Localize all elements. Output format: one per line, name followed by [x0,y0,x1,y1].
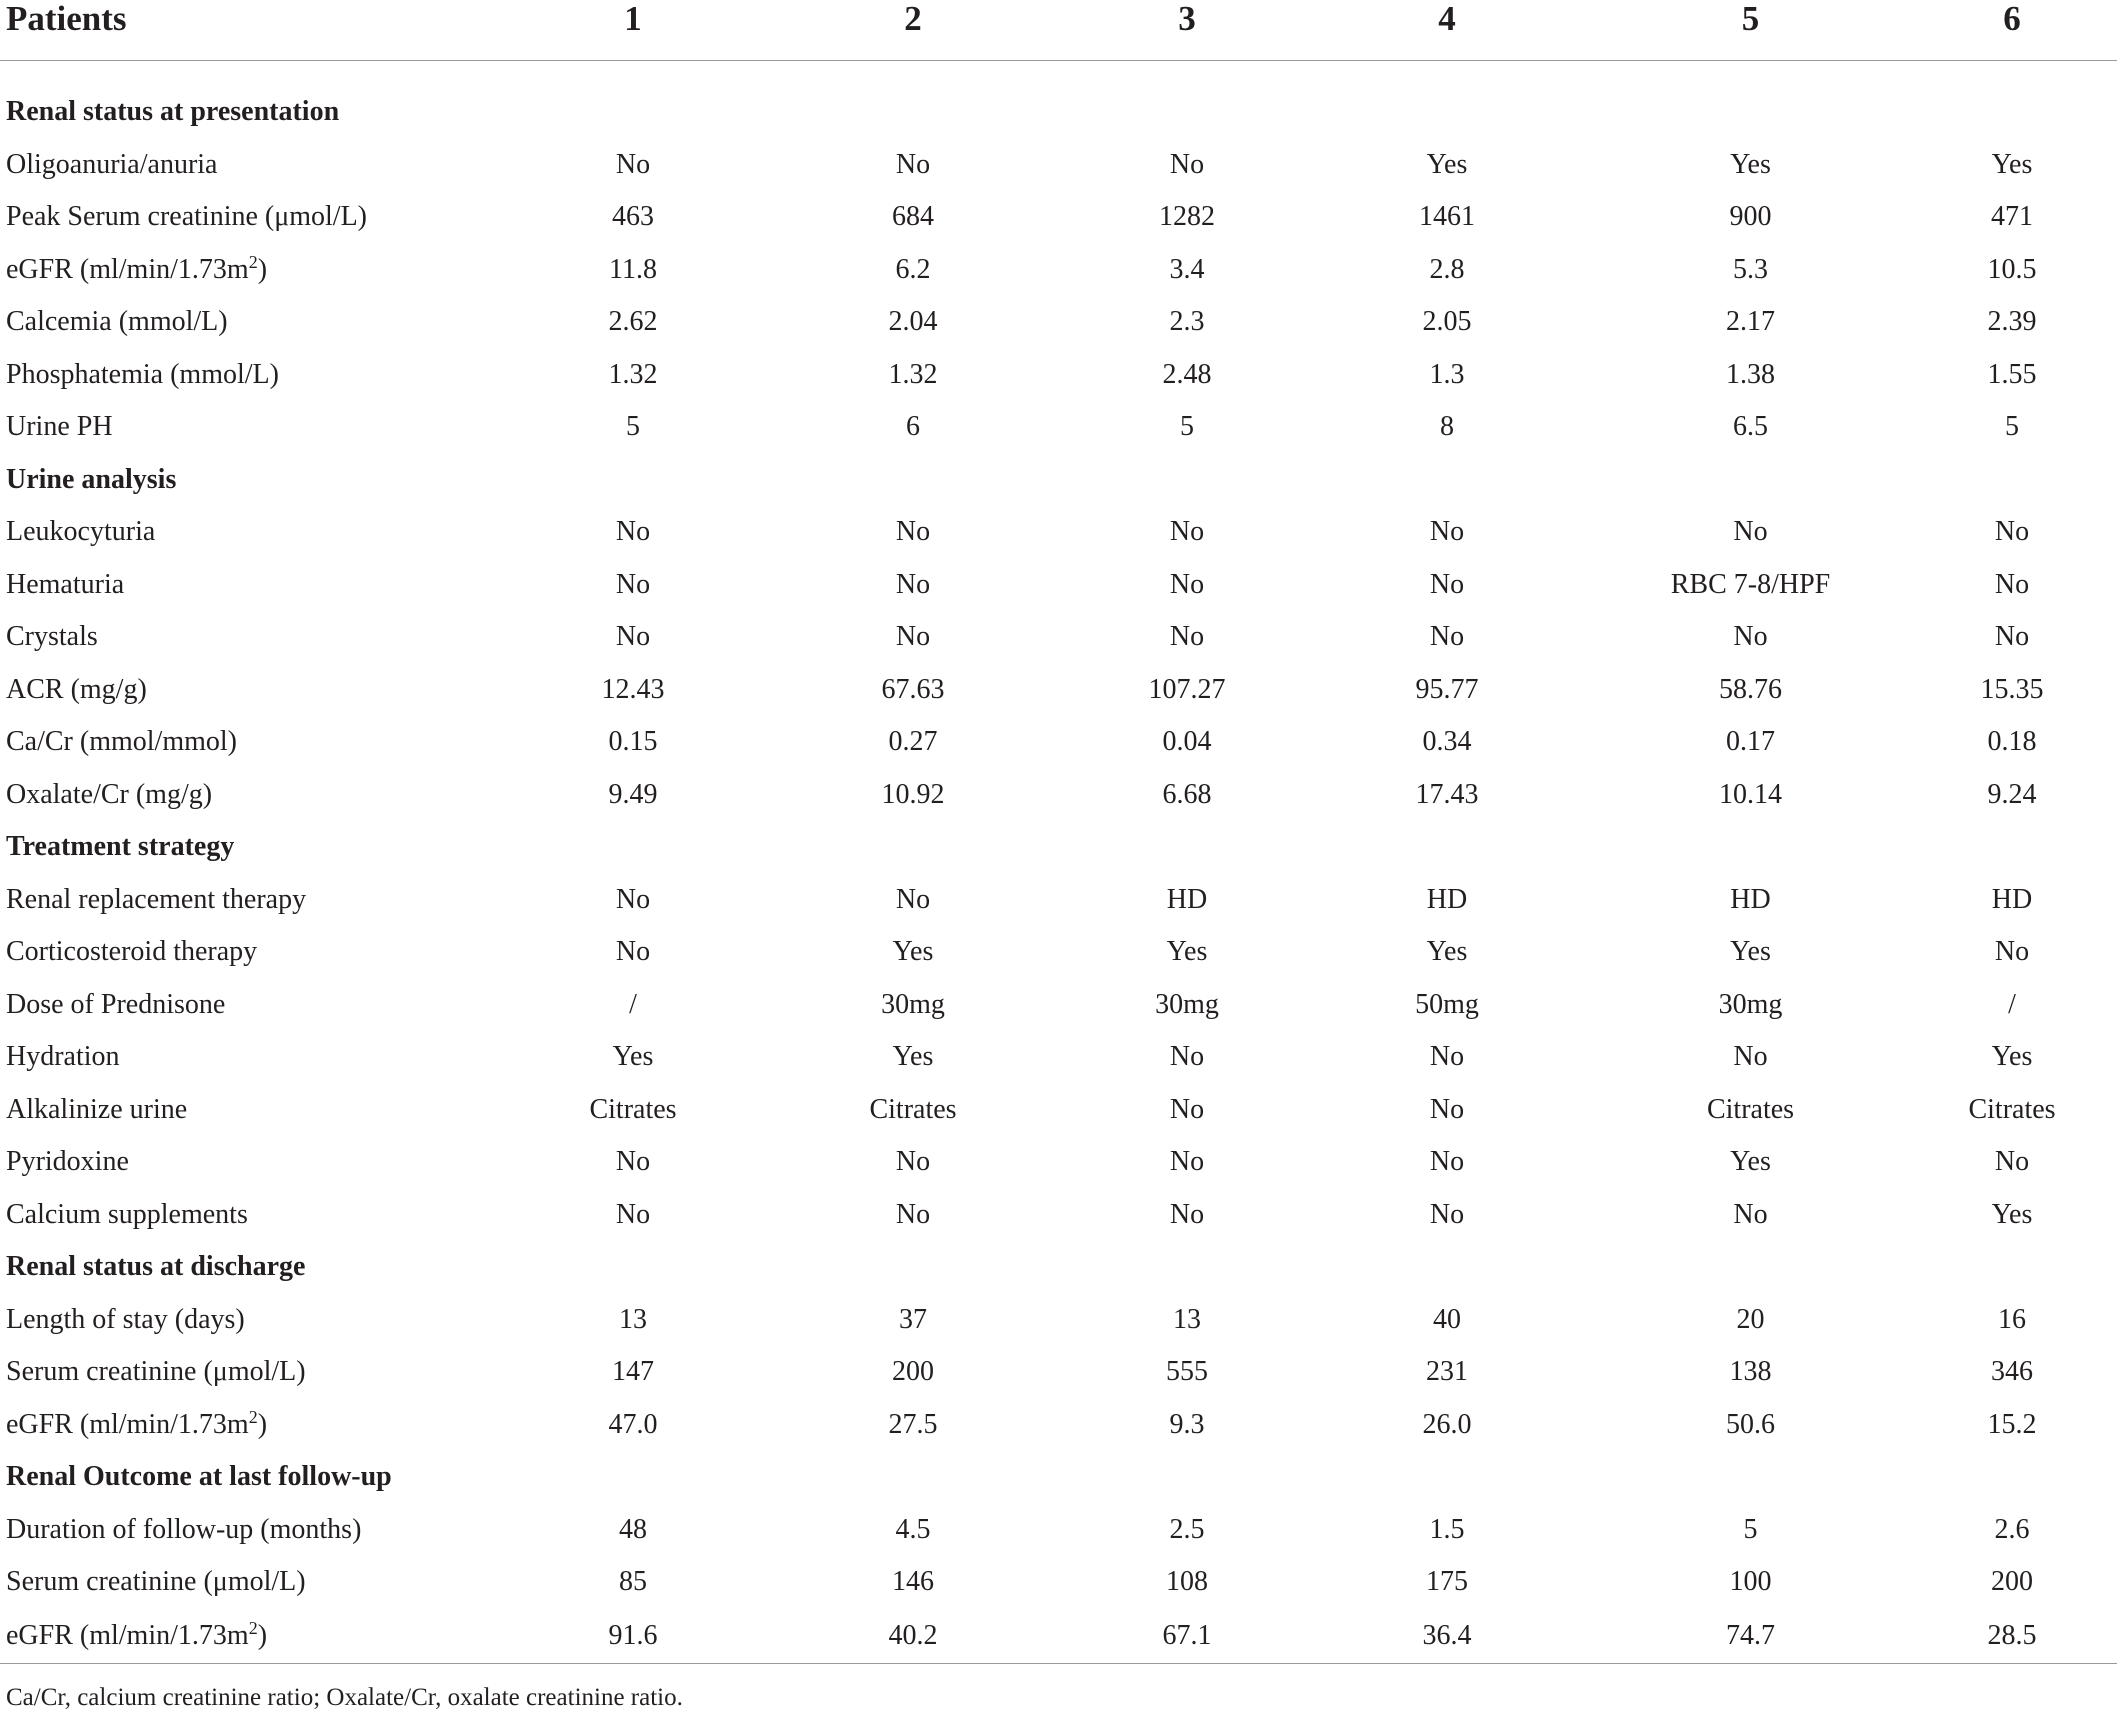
table-row [0,1556,2117,1609]
cell-patient-5: 900 [1729,201,1772,233]
cell-patient-3: 30mg [1155,988,1219,1020]
cell-patient-3: 6.68 [1162,778,1212,810]
table-row [0,664,2117,717]
header-patients-label: Patients [0,0,514,61]
table-row [0,1136,2117,1189]
cell-patient-6: No [1994,516,2030,548]
table-row [0,559,2117,612]
row-label-tail: ) [257,1619,268,1651]
row-label [0,1346,514,1399]
cell-patient-4: 95.77 [1415,673,1479,705]
cell-patient-2: Yes [892,1041,934,1073]
cell-patient-3: 2.3 [1169,306,1205,338]
cell-patient-6: 15.35 [1980,673,2044,705]
row-label [0,1189,514,1242]
table-row [0,191,2117,244]
row-label-text: ACR (mg/g) [6,673,147,705]
header-patient-4: 4 [1300,0,1594,61]
cell-patient-3: No [1169,621,1205,653]
row-label-superscript: 2 [248,251,258,272]
cell-patient-3: 0.04 [1162,726,1212,758]
cell-patient-6: 0.18 [1987,726,2037,758]
header-patient-1: 1 [514,0,752,61]
row-label-superscript: 2 [248,1406,258,1427]
cell-patient-6: HD [1991,883,2033,915]
row-label [0,139,514,192]
cell-patient-2: No [895,621,931,653]
row-label [0,664,514,717]
cell-patient-6: Citrates [1968,1093,2056,1125]
cell-patient-1: 85 [619,1566,647,1598]
cell-patient-4: 1.5 [1429,1513,1465,1545]
cell-patient-2: 6.2 [895,253,931,285]
cell-patient-5: No [1733,621,1768,653]
row-label-text: Alkalinize urine [6,1093,188,1125]
cell-patient-5: 0.17 [1726,726,1775,758]
row-label [0,979,514,1032]
row-label [0,296,514,349]
row-label-text: Urine PH [6,411,113,443]
cell-patient-1: No [615,936,651,968]
cell-patient-2: No [895,516,931,548]
cell-patient-5: 1.38 [1726,358,1775,390]
cell-patient-3: No [1169,516,1205,548]
cell-patient-2: 30mg [881,988,945,1020]
cell-patient-1: No [615,148,651,180]
cell-patient-3: 1282 [1159,201,1215,233]
cell-patient-4: Yes [1426,148,1468,180]
row-label-text: Ca/Cr (mmol/mmol) [6,726,237,758]
row-label-text: Hematuria [6,568,125,600]
row-label-tail: ) [257,1408,268,1440]
cell-patient-4: No [1429,1093,1465,1125]
cell-patient-2: 67.63 [881,673,945,705]
cell-patient-2: 37 [899,1303,927,1335]
table-header-row [0,0,2117,61]
row-label [0,401,514,454]
cell-patient-5: 2.17 [1726,306,1775,338]
cell-patient-4: No [1429,1146,1465,1178]
table-row [0,1399,2117,1452]
row-label [0,1556,514,1609]
cell-patient-4: Yes [1426,936,1468,968]
section-header-row [0,1241,2117,1294]
cell-patient-1: 147 [612,1356,654,1388]
cell-patient-3: 108 [1166,1566,1208,1598]
cell-patient-2: 10.92 [881,778,945,810]
cell-patient-4: 40 [1433,1303,1461,1335]
cell-patient-3: 2.48 [1162,358,1212,390]
cell-patient-4: HD [1426,883,1468,915]
cell-patient-5: 100 [1729,1566,1772,1598]
cell-patient-3: No [1169,1198,1205,1230]
row-label [0,716,514,769]
cell-patient-3: No [1169,1041,1205,1073]
cell-patient-4: No [1429,568,1465,600]
table-row [0,769,2117,822]
cell-patient-1: No [615,1198,651,1230]
row-label-text: Oligoanuria/anuria [6,148,218,180]
cell-patient-6: 2.39 [1987,306,2037,338]
table-row [0,926,2117,979]
cell-patient-2: Citrates [869,1093,957,1125]
row-label-text: Calcium supplements [6,1198,248,1230]
header-patient-5: 5 [1594,0,1907,61]
cell-patient-5: HD [1730,883,1771,915]
row-label [0,559,514,612]
cell-patient-3: 67.1 [1074,1609,1300,1664]
row-label [0,874,514,927]
cell-patient-3: 2.5 [1169,1513,1205,1545]
table-row [0,139,2117,192]
cell-patient-6: 15.2 [1987,1408,2037,1440]
cell-patient-2: No [895,568,931,600]
cell-patient-5: 5.3 [1733,253,1768,285]
cell-patient-1: 463 [612,201,654,233]
cell-patient-5: 30mg [1718,988,1783,1020]
cell-patient-5: 50.6 [1726,1408,1775,1440]
cell-patient-1: 11.8 [609,253,657,285]
table-row [0,1084,2117,1137]
row-label-text: Calcemia (mmol/L) [6,306,228,338]
cell-patient-3: 107.27 [1148,673,1226,705]
section-title: Urine analysis [6,463,177,495]
row-label [0,1031,514,1084]
cell-patient-2: 1.32 [888,358,938,390]
cell-patient-3: No [1169,568,1205,600]
row-label [0,506,514,559]
row-label-text: Renal replacement therapy [6,883,307,915]
row-label-text: Pyridoxine [6,1146,129,1178]
cell-patient-6: 200 [1991,1566,2033,1598]
row-label [0,1136,514,1189]
cell-patient-3: No [1169,1146,1205,1178]
cell-patient-6: 9.24 [1987,778,2037,810]
cell-patient-5: 138 [1729,1356,1772,1388]
row-label-text: Crystals [6,621,98,653]
row-label-text: Leukocyturia [6,516,156,548]
section-title: Renal status at discharge [6,1251,306,1283]
cell-patient-1: 5 [626,411,640,443]
cell-patient-4: 2.05 [1422,306,1472,338]
section-title: Renal Outcome at last follow-up [6,1461,392,1493]
cell-patient-5: No [1733,1041,1768,1073]
row-label-text: eGFR (ml/min/1.73m [6,253,249,285]
row-label-text: Hydration [6,1041,120,1073]
cell-patient-4: 1.3 [1429,358,1465,390]
row-label-superscript: 2 [248,1617,258,1638]
table-row [0,296,2117,349]
cell-patient-4: 0.34 [1422,726,1472,758]
row-label [0,1294,514,1347]
cell-patient-1: Yes [612,1041,654,1073]
cell-patient-6: / [2008,988,2016,1020]
cell-patient-3: 5 [1180,411,1194,443]
cell-patient-2: Yes [892,936,934,968]
table-row [0,244,2117,297]
cell-patient-6: Yes [1991,1041,2033,1073]
row-label-text: Corticosteroid therapy [6,936,258,968]
cell-patient-3: No [1169,1093,1205,1125]
cell-patient-3: No [1169,148,1205,180]
cell-patient-1: No [615,516,651,548]
cell-patient-2: 200 [892,1356,934,1388]
section-title: Treatment strategy [6,831,235,863]
cell-patient-6: 346 [1991,1356,2033,1388]
row-label [0,1504,514,1557]
header-patient-2: 2 [752,0,1074,61]
row-label-text: Phosphatemia (mmol/L) [6,358,279,390]
cell-patient-1: 13 [619,1303,647,1335]
cell-patient-1: No [615,883,651,915]
cell-patient-4: No [1429,1041,1465,1073]
cell-patient-1: / [629,988,637,1020]
table-row [0,716,2117,769]
cell-patient-6: Yes [1991,148,2033,180]
cell-patient-4: No [1429,1198,1465,1230]
section-header-row [0,1451,2117,1504]
cell-patient-4: No [1429,621,1465,653]
cell-patient-2: 146 [892,1566,934,1598]
row-label [0,1399,514,1452]
table-row [0,401,2117,454]
cell-patient-1: 48 [619,1513,647,1545]
cell-patient-1: Citrates [589,1093,677,1125]
table-row [0,979,2117,1032]
cell-patient-2: 2.04 [888,306,938,338]
table-row [0,349,2117,402]
cell-patient-2: No [895,1146,931,1178]
cell-patient-6: No [1994,1146,2030,1178]
cell-patient-6: No [1994,568,2030,600]
cell-patient-1: No [615,1146,651,1178]
cell-patient-4: 2.8 [1429,253,1465,285]
cell-patient-3: 555 [1166,1356,1208,1388]
table-body [0,61,2117,1664]
cell-patient-6: No [1994,621,2030,653]
cell-patient-5: 6.5 [1733,411,1768,443]
table-row [0,506,2117,559]
cell-patient-6: 28.5 [1907,1609,2117,1664]
cell-patient-2: 6 [906,411,920,443]
row-label-text: eGFR (ml/min/1.73m [6,1619,249,1651]
table-row [0,874,2117,927]
cell-patient-4: 175 [1426,1566,1468,1598]
table-row [0,1609,2117,1664]
cell-patient-5: 5 [1743,1513,1758,1545]
cell-patient-6: 471 [1991,201,2033,233]
cell-patient-2: 684 [892,201,934,233]
row-label [0,926,514,979]
cell-patient-6: Yes [1991,1198,2033,1230]
row-label [0,191,514,244]
cell-patient-4: 50mg [1415,988,1479,1020]
cell-patient-2: No [895,1198,931,1230]
cell-patient-1: 47.0 [608,1408,658,1440]
table-row [0,611,2117,664]
cell-patient-5: RBC 7-8/HPF [1670,568,1831,600]
cell-patient-1: No [615,621,651,653]
row-label-text: Oxalate/Cr (mg/g) [6,778,213,810]
cell-patient-2: 4.5 [895,1513,931,1545]
cell-patient-1: 91.6 [514,1609,752,1664]
row-label-text: Serum creatinine (μmol/L) [6,1356,306,1388]
cell-patient-3: 3.4 [1169,253,1205,285]
table-row [0,1504,2117,1557]
cell-patient-4: 36.4 [1300,1609,1594,1664]
cell-patient-2: 0.27 [888,726,938,758]
header-patient-6: 6 [1907,0,2117,61]
row-label-text: Serum creatinine (μmol/L) [6,1566,306,1598]
cell-patient-2: 40.2 [752,1609,1074,1664]
row-label-text: Peak Serum creatinine (μmol/L) [6,201,368,233]
row-label [0,1084,514,1137]
row-label [0,1609,514,1664]
section-header-row [0,821,2117,874]
table-footnote: Ca/Cr, calcium creatinine ratio; Oxalate/Cr, oxalate creatinine ratio. [6,1684,683,1711]
section-header-row [0,86,2117,139]
cell-patient-2: 27.5 [888,1408,938,1440]
table-row [0,1346,2117,1399]
row-label-tail: ) [257,253,268,285]
cell-patient-5: 20 [1736,1303,1765,1335]
cell-patient-4: 26.0 [1422,1408,1472,1440]
cell-patient-5: Citrates [1706,1093,1795,1125]
section-title: Renal status at presentation [6,96,340,128]
cell-patient-1: No [615,568,651,600]
cell-patient-4: 1461 [1419,201,1475,233]
row-label-text: eGFR (ml/min/1.73m [6,1408,249,1440]
cell-patient-1: 12.43 [601,673,665,705]
cell-patient-3: Yes [1166,936,1208,968]
cell-patient-4: 8 [1440,411,1454,443]
cell-patient-6: 2.6 [1994,1513,2030,1545]
cell-patient-5: No [1733,516,1768,548]
cell-patient-6: 16 [1998,1303,2026,1335]
row-label [0,349,514,402]
row-label [0,244,514,297]
cell-patient-1: 1.32 [608,358,658,390]
row-label-text: Length of stay (days) [6,1303,245,1335]
cell-patient-2: No [895,148,931,180]
cell-patient-4: No [1429,516,1465,548]
cell-patient-4: 231 [1426,1356,1468,1388]
row-label [0,611,514,664]
row-label-text: Duration of follow-up (months) [6,1513,362,1545]
cell-patient-1: 2.62 [608,306,658,338]
cell-patient-6: No [1994,936,2030,968]
header-patient-3: 3 [1074,0,1300,61]
cell-patient-6: 1.55 [1987,358,2037,390]
cell-patient-5: 74.7 [1594,1609,1907,1664]
cell-patient-4: 17.43 [1415,778,1479,810]
cell-patient-1: 9.49 [608,778,658,810]
table-row [0,1294,2117,1347]
cell-patient-5: No [1733,1198,1768,1230]
cell-patient-3: HD [1166,883,1208,915]
table-row [0,1031,2117,1084]
cell-patient-6: 5 [2005,411,2019,443]
cell-patient-5: 58.76 [1719,673,1782,705]
row-label [0,769,514,822]
cell-patient-5: Yes [1730,1146,1771,1178]
table-row [0,1189,2117,1242]
cell-patient-3: 13 [1173,1303,1201,1335]
header-spacer [0,61,2117,87]
cell-patient-6: 10.5 [1987,253,2037,285]
section-header-row [0,454,2117,507]
cell-patient-5: Yes [1730,936,1771,968]
row-label-text: Dose of Prednisone [6,988,226,1020]
cell-patient-2: No [895,883,931,915]
cell-patient-5: Yes [1730,148,1771,180]
cell-patient-3: 9.3 [1169,1408,1205,1440]
cell-patient-5: 10.14 [1719,778,1782,810]
cell-patient-1: 0.15 [608,726,658,758]
